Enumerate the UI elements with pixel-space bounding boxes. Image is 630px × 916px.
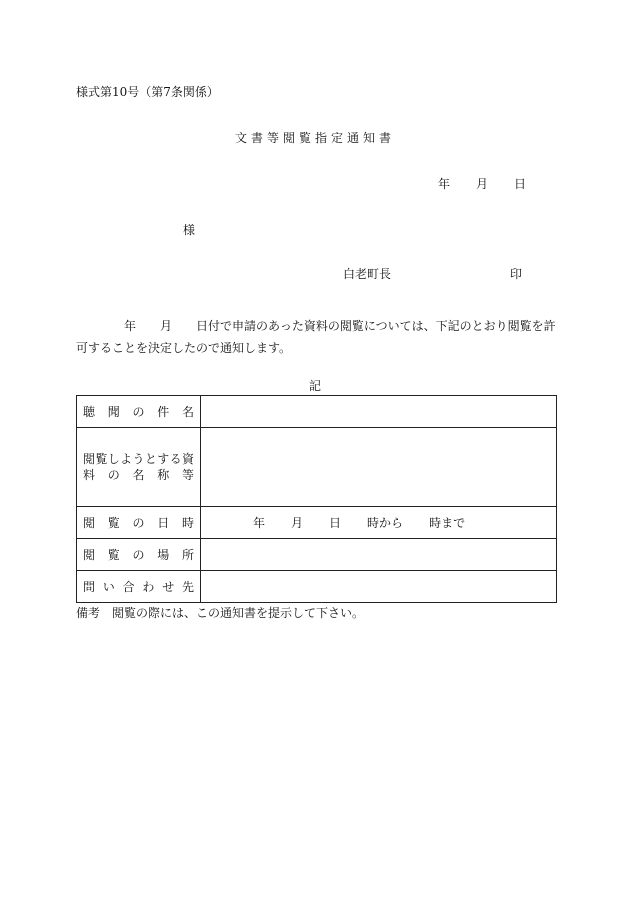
table-row: [77, 539, 557, 571]
body-text: 日付で申請のあった資料の閲覧については、下記のとおり閲覧を許可することを決定したので通知します。: [76, 319, 556, 355]
label-viewing-place: 閲覧の場所: [77, 539, 201, 571]
date-year: 年: [438, 177, 451, 191]
label-hearing-subject: 聴聞の件名: [77, 396, 201, 428]
sender-name: 白老町長: [343, 267, 392, 281]
ki-heading: 記: [308, 379, 321, 393]
info-table: [76, 395, 557, 603]
label-document-name-line1: 閲覧しようとする資: [83, 452, 194, 466]
dt-to: 時まで: [429, 516, 466, 530]
date-month: 月: [476, 177, 489, 191]
table-row: [77, 507, 557, 539]
dt-year: 年: [253, 516, 266, 530]
date-day: 日: [514, 177, 527, 191]
value-hearing-subject[interactable]: [201, 396, 557, 428]
label-viewing-datetime: 閲覧の日時: [77, 507, 201, 539]
recipient-suffix: 様: [183, 223, 196, 237]
label-document-name: [77, 428, 201, 507]
body-month: 月: [160, 319, 173, 333]
seal-mark: 印: [510, 267, 523, 281]
table-row: [77, 571, 557, 603]
value-contact[interactable]: [201, 571, 557, 603]
body-year: 年: [124, 319, 137, 333]
value-document-name[interactable]: [201, 428, 557, 507]
value-viewing-place[interactable]: [201, 539, 557, 571]
date-line: [438, 178, 526, 190]
dt-month: 月: [291, 516, 304, 530]
form-number: 様式第10号（第7条関係）: [76, 85, 219, 99]
value-viewing-datetime[interactable]: [201, 507, 557, 539]
label-contact: 問い合わせ先: [77, 571, 201, 603]
table-row: [77, 428, 557, 507]
dt-from: 時から: [367, 516, 404, 530]
dt-day: 日: [329, 516, 342, 530]
body-paragraph: [76, 315, 558, 359]
label-document-name-line2: 料の名称等: [83, 468, 194, 482]
remarks-note: 備考 閲覧の際には、この通知書を提示して下さい。: [76, 606, 365, 620]
document-title: 文書等閲覧指定通知書: [234, 131, 395, 145]
table-row: [77, 396, 557, 428]
